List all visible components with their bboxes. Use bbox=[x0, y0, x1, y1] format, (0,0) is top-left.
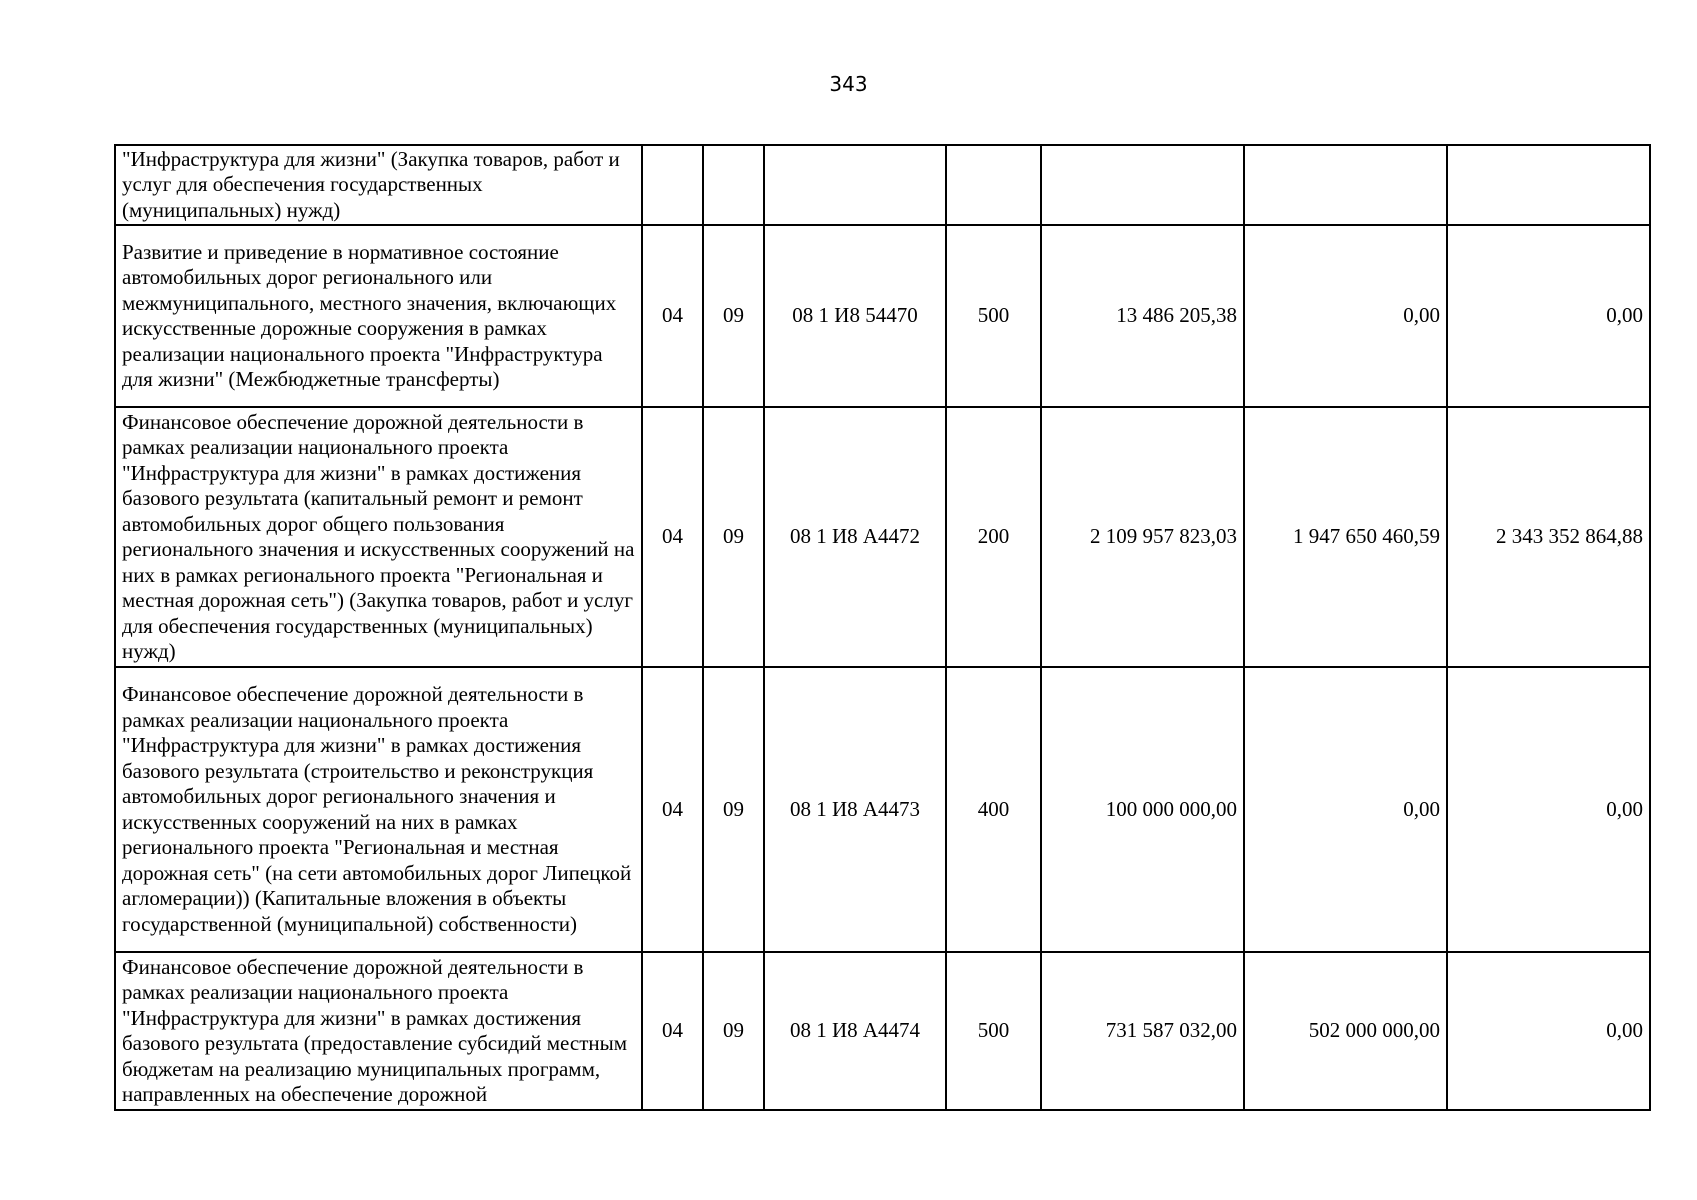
row-expense-type: 200 bbox=[946, 407, 1041, 667]
row-description: Финансовое обеспечение дорожной деятельности в рамках реализации национального проекта "Инфраструктура для жизни" в рамках достижения базового результата (капитальный ремонт и ремонт автомобильных дорог общего пользования регионального значения и искусственных сооружений на них в рамках регионального проекта "Региональная и местная дорожная сеть") (Закупка товаров, работ и услуг для обеспечения государственных (муниципальных) нужд) bbox=[115, 407, 642, 667]
row-target-article bbox=[764, 145, 946, 225]
row-section: 04 bbox=[642, 407, 703, 667]
row-amount-2: 0,00 bbox=[1244, 667, 1447, 952]
row-target-article: 08 1 И8 А4473 bbox=[764, 667, 946, 952]
row-subsection: 09 bbox=[703, 407, 764, 667]
row-section: 04 bbox=[642, 667, 703, 952]
row-expense-type: 400 bbox=[946, 667, 1041, 952]
row-amount-2: 502 000 000,00 bbox=[1244, 952, 1447, 1110]
table-row bbox=[115, 407, 1650, 667]
row-subsection bbox=[703, 145, 764, 225]
row-section bbox=[642, 145, 703, 225]
row-description: Финансовое обеспечение дорожной деятельности в рамках реализации национального проекта "Инфраструктура для жизни" в рамках достижения базового результата (предоставление субсидий местным бюджетам на реализацию муниципальных программ, направленных на обеспечение дорожной bbox=[115, 952, 642, 1110]
row-amount-1: 13 486 205,38 bbox=[1041, 225, 1244, 407]
row-amount-3: 2 343 352 864,88 bbox=[1447, 407, 1650, 667]
row-amount-3: 0,00 bbox=[1447, 225, 1650, 407]
row-expense-type: 500 bbox=[946, 225, 1041, 407]
row-subsection: 09 bbox=[703, 952, 764, 1110]
row-amount-2: 0,00 bbox=[1244, 225, 1447, 407]
row-target-article: 08 1 И8 А4472 bbox=[764, 407, 946, 667]
row-subsection: 09 bbox=[703, 667, 764, 952]
row-amount-1 bbox=[1041, 145, 1244, 225]
budget-table bbox=[114, 144, 1651, 1111]
row-amount-3: 0,00 bbox=[1447, 952, 1650, 1110]
row-target-article: 08 1 И8 54470 bbox=[764, 225, 946, 407]
row-section: 04 bbox=[642, 225, 703, 407]
row-description: "Инфраструктура для жизни" (Закупка товаров, работ и услуг для обеспечения государственных (муниципальных) нужд) bbox=[115, 145, 642, 225]
row-amount-1: 2 109 957 823,03 bbox=[1041, 407, 1244, 667]
row-expense-type: 500 bbox=[946, 952, 1041, 1110]
page-number: 343 bbox=[829, 72, 868, 96]
row-subsection: 09 bbox=[703, 225, 764, 407]
row-amount-3: 0,00 bbox=[1447, 667, 1650, 952]
row-description: Развитие и приведение в нормативное состояние автомобильных дорог регионального или межмуниципального, местного значения, включающих искусственные дорожные сооружения в рамках реализации национального проекта "Инфраструктура для жизни" (Межбюджетные трансферты) bbox=[115, 225, 642, 407]
table-row bbox=[115, 667, 1650, 952]
row-amount-2: 1 947 650 460,59 bbox=[1244, 407, 1447, 667]
row-description: Финансовое обеспечение дорожной деятельности в рамках реализации национального проекта "Инфраструктура для жизни" в рамках достижения базового результата (строительство и реконструкция автомобильных дорог регионального значения и искусственных сооружений на них в рамках регионального проекта "Региональная и местная дорожная сеть" (на сети автомобильных дорог Липецкой агломерации)) (Капитальные вложения в объекты государственной (муниципальной) собственности) bbox=[115, 667, 642, 952]
row-amount-2 bbox=[1244, 145, 1447, 225]
table-row bbox=[115, 952, 1650, 1110]
row-amount-3 bbox=[1447, 145, 1650, 225]
row-expense-type bbox=[946, 145, 1041, 225]
table-row bbox=[115, 225, 1650, 407]
row-section: 04 bbox=[642, 952, 703, 1110]
row-amount-1: 731 587 032,00 bbox=[1041, 952, 1244, 1110]
row-target-article: 08 1 И8 А4474 bbox=[764, 952, 946, 1110]
table-row bbox=[115, 145, 1650, 225]
row-amount-1: 100 000 000,00 bbox=[1041, 667, 1244, 952]
